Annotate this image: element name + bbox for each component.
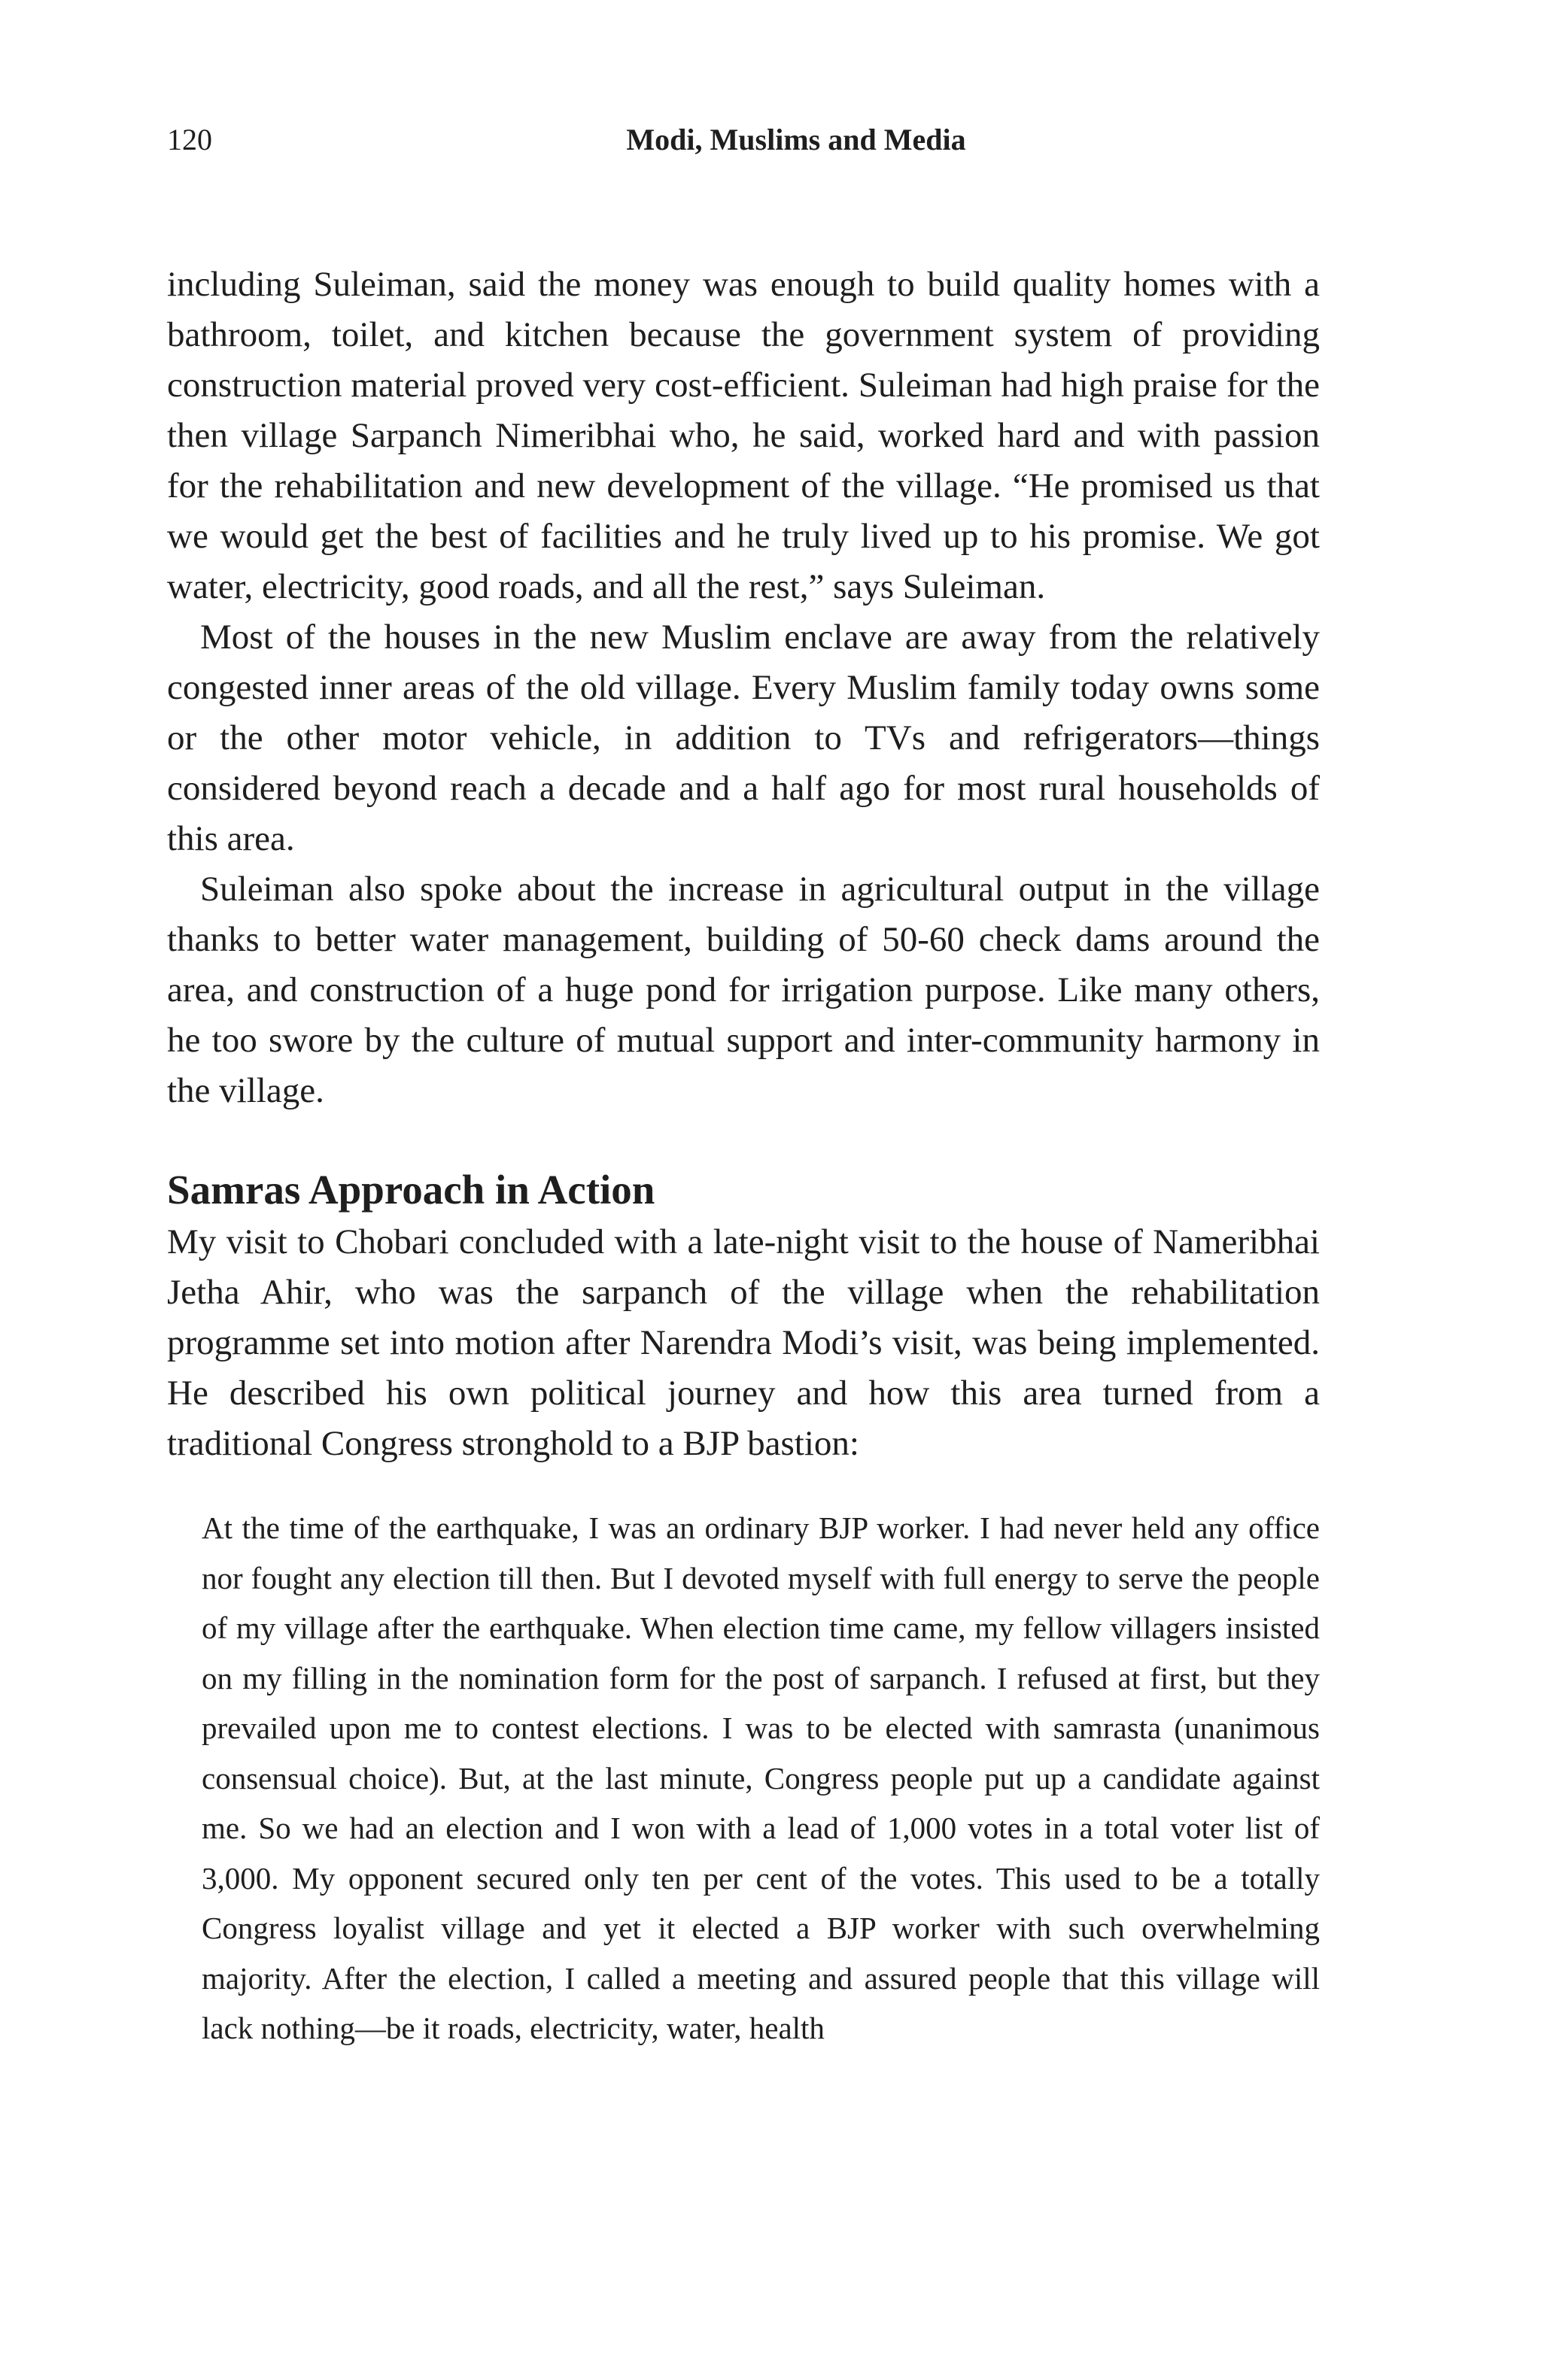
body-paragraph-1: including Suleiman, said the money was enough to build quality homes with a bathroom, toilet, and kitchen because the government system of providing construction material proved very cost-efficient. Suleiman had high praise for the then village Sarpanch Nimeribhai who, he said, worked hard and with passion for the rehabilitation and new development of the village. “He promised us that we would get the best of facilities and he truly lived up to his promise. We got water, electricity, good roads, and all the rest,” says Suleiman. [167, 265, 1320, 606]
page-body [167, 260, 1320, 2054]
running-title: Modi, Muslims and Media [626, 123, 966, 156]
section-heading: Samras Approach in Action [167, 1167, 655, 1213]
body-paragraph-4: My visit to Chobari concluded with a late-night visit to the house of Nameribhai Jetha Ahir, who was the sarpanch of the village when the rehabilitation programme set into motion after Narendra Modi’s visit, was being implemented. He described his own political journey and how this area turned from a traditional Congress stronghold to a BJP bastion: [167, 1222, 1320, 1463]
body-paragraph-3: Suleiman also spoke about the increase in agricultural output in the village thanks to better water management, building of 50-60 check dams around the area, and construction of a huge pond for irrigation purpose. Like many others, he too swore by the culture of mutual support and inter-community harmony in the village. [167, 870, 1320, 1110]
page-header [167, 117, 1320, 162]
block-quote: At the time of the earthquake, I was an ordinary BJP worker. I had never held any office nor fought any election till then. But I devoted myself with full energy to serve the people of my village after the earthquake. When election time came, my fellow villagers insisted on my filling in the nomination form for the post of sarpanch. I refused at first, but they prevailed upon me to contest elections. I was to be elected with samrasta (unanimous consensual choice). But, at the last minute, Congress people put up a candidate against me. So we had an election and I won with a lead of 1,000 votes in a total voter list of 3,000. My opponent secured only ten per cent of the votes. This used to be a totally Congress loyalist village and yet it elected a BJP worker with such overwhelming majority. After the election, I called a meeting and assured people that this village will lack nothing—be it roads, electricity, water, health [202, 1510, 1320, 2045]
page-number: 120 [167, 123, 212, 156]
body-paragraph-2: Most of the houses in the new Muslim enclave are away from the relatively congested inner areas of the old village. Every Muslim family today owns some or the other motor vehicle, in addition to TVs and refrigerators—things considered beyond reach a decade and a half ago for most rural households of this area. [167, 618, 1320, 858]
